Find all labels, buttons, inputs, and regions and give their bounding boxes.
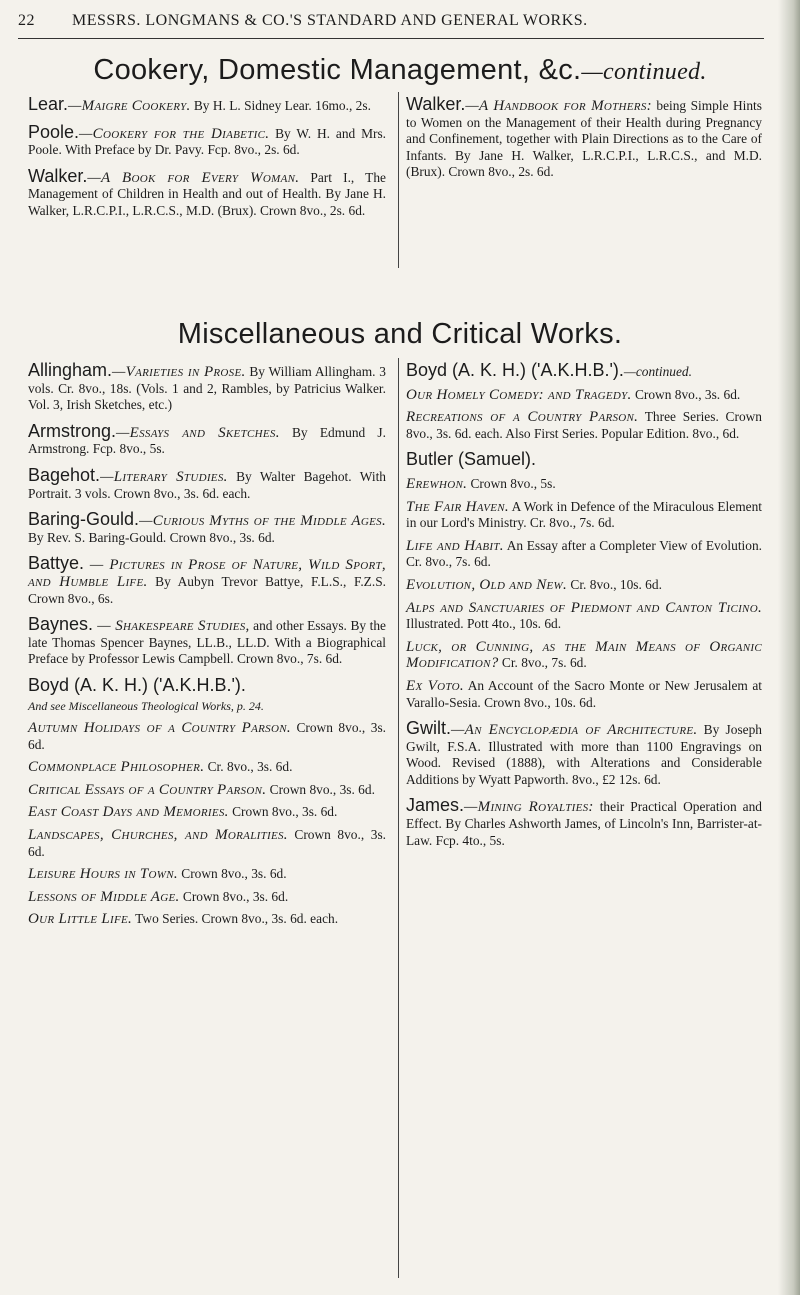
author-name: Lear. [28,94,69,114]
sub-entry [28,889,386,906]
book-title: Landscapes, Churches, and Moralities. [28,827,288,844]
sub-entry [406,499,762,532]
column-divider [398,358,399,1278]
author-name: James. [406,795,465,816]
author-name: Boyd (A. K. H.) ('A.K.H.B.'). [406,360,624,380]
author-name: Butler (Samuel). [406,449,537,470]
book-title: —Maigre Cookery. [68,98,191,114]
book-title: Luck, or Cunning, as the Main Means of Organic Modification? [406,638,762,672]
entry-description: Cr. 8vo., 3s. 6d. [204,759,293,775]
author-name: Battye. [28,553,85,574]
author-name: Baynes. [28,614,94,635]
book-title: — Pictures in Prose of Nature, Wild Sport, and Humble Life. [28,557,386,590]
entry-description: Crown 8vo., 3s. 6d. [28,720,387,752]
sub-entry [28,782,386,799]
catalogue-entry [406,449,762,711]
entry-description: By W. H. and Mrs. Poole. With Preface by Dr. Pavy. Fcp. 8vo., 2s. 6d. [28,125,386,158]
author-name: Armstrong. [28,420,117,441]
running-head [18,6,778,34]
catalogue-entry [28,421,386,458]
catalogue-entry [28,122,386,159]
author-name: Walker. [406,94,466,114]
sub-entry [28,759,386,776]
catalogue-entry [406,718,762,788]
book-title: Our Homely Comedy: and Tragedy. [406,386,632,403]
book-title: —Literary Studies. [100,468,228,485]
book-title: Critical Essays of a Country Parson. [28,781,267,798]
book-title: Ex Voto. [406,677,464,694]
sub-entry [28,804,386,821]
entry-description: By Walter Bagehot. With Portrait. 3 vols. Crown 8vo., 3s. 6d. each. [28,468,386,501]
entry-description: Crown 8vo., 3s. 6d. [228,804,338,820]
book-title: —Essays and Sketches. [116,424,280,441]
catalogue-entry [406,795,762,849]
author-name: Bagehot. [28,464,101,485]
author-name: Baring-Gould. [28,509,140,530]
catalogue-entry [28,614,386,668]
entry-description: An Essay after a Completer View of Evolution. Cr. 8vo., 7s. 6d. [406,537,762,570]
catalogue-entry [28,553,386,607]
book-title: —A Book for Every Woman. [87,169,300,186]
sub-entry [406,577,762,594]
entry-description: being Simple Hints to Women on the Management of their Health during Pregnancy and Confinement, together with Plain Directions as to the Care of Infants. By Jane H. Walker, L.R.C.P.I., L.R.C.S., and M.D. (Brux). Crown 8vo., 2s. 6d. [406,98,762,180]
book-title: —Mining Royalties: [464,799,594,816]
author-name: Boyd (A. K. H.) ('A.K.H.B.'). [28,674,246,695]
column-divider [398,92,399,268]
sub-entry [406,476,762,493]
book-title: Lessons of Middle Age. [28,888,180,905]
author-name: Gwilt. [406,718,451,739]
entry-description: Crown 8vo., 5s. [467,475,556,491]
entry-description: By Rev. S. Baring-Gould. Crown 8vo., 3s. 6d. [28,529,275,545]
book-title: Evolution, Old and New. [406,576,568,593]
author-name: Walker. [28,165,88,186]
entry-description: Part I., The Management of Children in Health and out of Health. By Jane H. Walker, L.R.C.P.I., L.R.C.S., M.D. (Brux). Crown 8vo., 2s. 6d. [28,169,386,218]
entry-description: By William Allingham. 3 vols. Cr. 8vo., 18s. (Vols. 1 and 2, Rambles, by Patricius Walker. Vol. 3, Irish Sketches, etc.) [28,364,386,413]
header-rule [18,38,764,39]
book-title: The Fair Haven. [406,498,509,515]
book-title: —A Handbook for Mothers: [465,98,652,114]
section-title-cookery: Cookery, Domestic Management, &c.—continued. [93,54,707,86]
book-title: —An Encyclopædia of Architecture. [451,722,698,739]
page-number: 22 [18,12,35,29]
entry-description: By H. L. Sidney Lear. 16mo., 2s. [190,98,371,113]
entry-description: and other Essays. By the late Thomas Spencer Baynes, LL.B., LL.D. With a Biographical Preface by Professor Lewis Campbell. Crown 8vo., 7s. 6d. [28,618,386,667]
catalogue-entry [28,360,386,414]
catalogue-entry [28,94,386,115]
entry-description: An Account of the Sacro Monte or New Jerusalem at Varallo-Sesia. Crown 8vo., 10s. 6d. [406,677,762,710]
sub-entry [406,600,762,633]
sub-entry [406,678,762,711]
book-title: —Varieties in Prose. [112,364,246,380]
miscellaneous-left-column [28,360,386,935]
book-title: —Cookery for the Diabetic. [79,125,270,142]
book-title: Commonplace Philosopher. [28,759,205,776]
catalogue-entry [28,166,386,220]
book-title: — Shakespeare Studies, [93,618,250,635]
catalogue-entry [28,465,386,502]
book-title: Autumn Holidays of a Country Parson. [28,720,291,737]
sub-entry [28,827,386,860]
section-title-miscellaneous: Miscellaneous and Critical Works. [177,318,623,350]
cookery-right-column [406,94,762,188]
cross-reference-note: And see Miscellaneous Theological Works, p. 24. [28,698,264,713]
cookery-left-column [28,94,386,227]
book-title: Recreations of a Country Parson. [406,409,639,426]
book-title: Erewhon. [406,475,468,492]
entry-description: Crown 8vo., 3s. 6d. [179,888,289,904]
entry-description: By Joseph Gwilt, F.S.A. Illustrated with more than 1100 Engravings on Wood. Revised (1888), with Alterations and Considerable Additions by Wyatt Papworth. 8vo., £2 12s. 6d. [406,722,762,787]
sub-entry [28,866,386,883]
book-title: Our Little Life. [28,911,133,928]
continued-label: —continued. [623,364,692,379]
running-title: MESSRS. LONGMANS & CO.'S STANDARD AND GENERAL WORKS. [72,12,588,29]
entry-description: Cr. 8vo., 7s. 6d. [498,655,587,671]
sub-entry [406,639,762,672]
entry-description: A Work in Defence of the Miraculous Element in our Lord's Ministry. Cr. 8vo., 7s. 6d. [406,498,762,531]
book-title: East Coast Days and Memories. [28,804,229,821]
catalogue-entry [406,94,762,181]
entry-description: Crown 8vo., 3s. 6d. [631,386,741,402]
sub-entry [406,387,762,404]
entry-description: Illustrated. Pott 4to., 10s. 6d. [406,616,562,632]
page-edge-shadow [778,0,800,1295]
sub-entry [28,911,386,928]
entry-description: Crown 8vo., 3s. 6d. [177,866,287,882]
catalogue-entry [406,360,762,442]
book-title: Alps and Sanctuaries of Piedmont and Canton Ticino. [406,599,762,616]
book-title: Life and Habit. [406,537,504,554]
sub-entry [406,409,762,442]
author-name: Allingham. [28,360,113,380]
author-name: Poole. [28,121,80,142]
entry-description: Two Series. Crown 8vo., 3s. 6d. each. [132,911,339,927]
entry-description: By Edmund J. Armstrong. Fcp. 8vo., 5s. [28,424,386,457]
entry-description: By Aubyn Trevor Battye, F.L.S., F.Z.S. Crown 8vo., 6s. [28,573,386,606]
entry-description: Three Series. Crown 8vo., 3s. 6d. each. Also First Series. Popular Edition. 8vo., 6d. [406,409,763,441]
book-title: —Curious Myths of the Middle Ages. [139,513,386,530]
catalogue-entry [28,675,386,928]
entry-description: Crown 8vo., 3s. 6d. [28,827,386,859]
sub-entry [28,720,386,753]
entry-description: Crown 8vo., 3s. 6d. [266,781,375,797]
entry-description: Cr. 8vo., 10s. 6d. [567,576,662,592]
miscellaneous-right-column [406,360,762,856]
sub-entry [406,538,762,571]
entry-description: their Practical Operation and Effect. By Charles Ashworth James, of Lincoln's Inn, Barrister-at-Law. Fcp. 4to., 5s. [406,799,763,848]
book-title: Leisure Hours in Town. [28,866,178,883]
catalogue-entry [28,509,386,546]
